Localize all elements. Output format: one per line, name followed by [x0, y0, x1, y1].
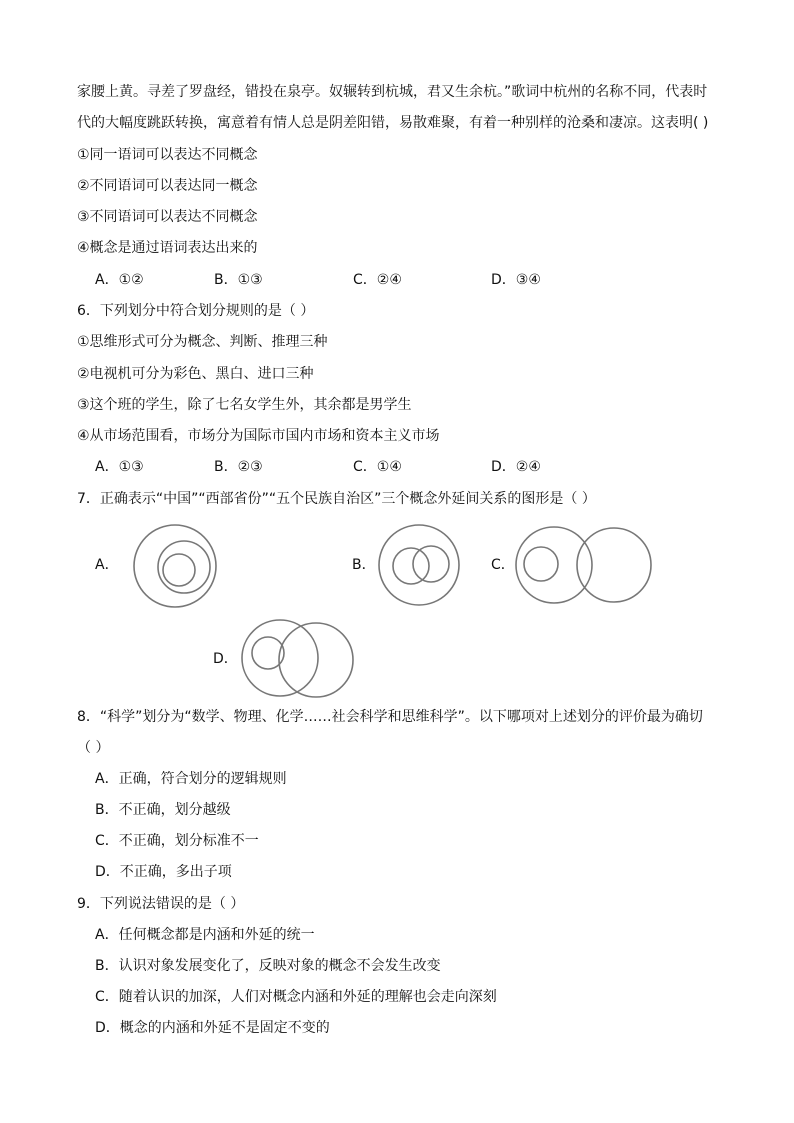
q7-diagram-d[interactable]	[238, 618, 358, 700]
intro-option-b[interactable]: B．①③	[214, 272, 263, 288]
q6-item-3: ③这个班的学生，除了七名女学生外，其余都是男学生	[77, 397, 412, 413]
q8-stem-blank: （ ）	[77, 740, 110, 756]
intro-option-d[interactable]: D．③④	[491, 272, 541, 288]
circle-right	[413, 546, 449, 582]
q7-label-b[interactable]: B．	[352, 557, 376, 573]
q8-option-d[interactable]: D．不正确，多出子项	[95, 864, 232, 880]
intro-line-1: 家腰上黄。寻差了罗盘经，错投在泉亭。奴辗转到杭城，君又生余杭。”歌词中杭州的名称不同，代表时	[77, 84, 708, 100]
q8-stem: 8．“科学”划分为“数学、物理、化学……社会科学和思维科学”。以下哪项对上述划分的评价最为确切	[77, 709, 703, 725]
q7-label-c[interactable]: C．	[491, 557, 515, 573]
q6-item-2: ②电视机可分为彩色、黑白、进口三种	[77, 366, 314, 382]
circle-left-inner	[524, 547, 558, 581]
circle-outer	[379, 525, 459, 605]
q9-stem: 9．下列说法错误的是（ ）	[77, 896, 245, 912]
circle-left	[393, 548, 429, 584]
q7-label-a[interactable]: A．	[95, 557, 119, 573]
q9-option-b[interactable]: B．认识对象发展变化了，反映对象的概念不会发生改变	[95, 958, 441, 974]
q9-option-a[interactable]: A．任何概念都是内涵和外延的统一	[95, 927, 315, 943]
circle-left-outer	[516, 527, 592, 603]
q6-option-b[interactable]: B．②③	[214, 459, 263, 475]
q7-stem: 7．正确表示“中国”“西部省份”“五个民族自治区”三个概念外延间关系的图形是（ ）	[77, 491, 596, 507]
intro-item-1: ①同一语词可以表达不同概念	[77, 147, 258, 163]
intro-item-3: ③不同语词可以表达不同概念	[77, 209, 258, 225]
circle-outer	[134, 525, 216, 607]
q6-option-c[interactable]: C．①④	[353, 459, 402, 475]
q8-option-c[interactable]: C．不正确，划分标准不一	[95, 833, 259, 849]
q6-option-a[interactable]: A．①③	[95, 459, 144, 475]
q9-option-d[interactable]: D．概念的内涵和外延不是固定不变的	[95, 1020, 330, 1036]
q6-item-4: ④从市场范围看，市场分为国际市国内市场和资本主义市场	[77, 428, 440, 444]
q6-option-d[interactable]: D．②④	[491, 459, 541, 475]
q6-stem: 6．下列划分中符合划分规则的是（ ）	[77, 303, 315, 319]
circle-right	[279, 623, 353, 697]
q8-option-a[interactable]: A．正确，符合划分的逻辑规则	[95, 771, 287, 787]
intro-option-c[interactable]: C．②④	[353, 272, 402, 288]
intro-line-2: 代的大幅度跳跃转换，寓意着有情人总是阴差阳错，易散难聚，有着一种别样的沧桑和凄凉。这表明( )	[77, 115, 709, 131]
q6-item-1: ①思维形式可分为概念、判断、推理三种	[77, 334, 328, 350]
circle-inner	[163, 554, 195, 586]
q7-label-d[interactable]: D．	[213, 651, 238, 667]
q7-diagram-c[interactable]	[512, 523, 658, 609]
intro-item-4: ④概念是通过语词表达出来的	[77, 240, 258, 256]
q9-option-c[interactable]: C．随着认识的加深，人们对概念内涵和外延的理解也会走向深刻	[95, 989, 497, 1005]
q8-option-b[interactable]: B．不正确，划分越级	[95, 802, 231, 818]
circle-right	[577, 528, 651, 602]
intro-item-2: ②不同语词可以表达同一概念	[77, 178, 258, 194]
q7-diagram-b[interactable]	[375, 524, 465, 608]
intro-option-a[interactable]: A．①②	[95, 272, 144, 288]
q7-diagram-a[interactable]	[120, 522, 240, 610]
